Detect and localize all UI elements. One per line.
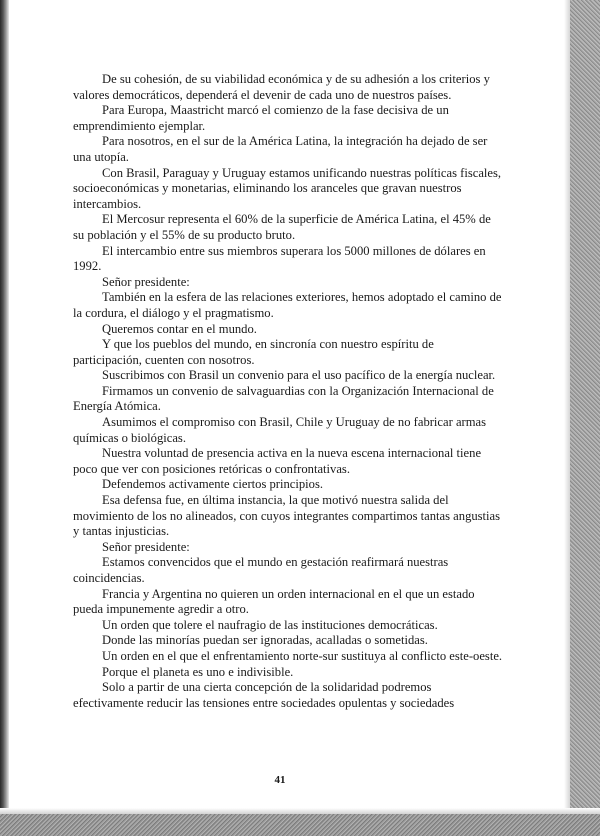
scan-left-edge [0,0,9,836]
paragraph: Suscribimos con Brasil un convenio para el uso pacífico de la energía nuclear. [102,368,496,383]
paragraph: Solo a partir de una cierta concepción de la solidaridad podremos efectivamente reducir las tensiones entre sociedades opulentas y sociedades [73,680,455,710]
paragraph: Asumimos el compromiso con Brasil, Chile y Uruguay de no fabricar armas químicas o biológicas. [73,415,487,445]
paragraph: El intercambio entre sus miembros superara los 5000 millones de dólares en 1992. [73,243,486,274]
paragraph: Porque el planeta es uno e indivisible. [102,664,294,679]
paragraph: Para Europa, Maastricht marcó el comienzo de la fase decisiva de un emprendimiento ejemplar. [73,103,449,133]
page-number: 41 [274,774,286,786]
paragraph: Francia y Argentina no quieren un orden internacional en el que un estado pueda impunemente agredir a otro. [73,586,475,617]
scan-bottom-edge [0,814,600,836]
body-text [73,72,503,711]
paragraph: Donde las minorías puedan ser ignoradas, acalladas o sometidas. [102,633,428,648]
paragraph: Nuestra voluntad de presencia activa en la nueva escena internacional tiene poco que ver con posiciones retóricas o confrontativas. [73,446,482,476]
paragraph: Queremos contar en el mundo. [102,321,257,336]
paragraph: También en la esfera de las relaciones exteriores, hemos adoptado el camino de la cordura, el diálogo y el pragmatismo. [73,290,502,320]
paragraph: Esa defensa fue, en última instancia, la que motivó nuestra salida del movimiento de los no alineados, con cuyos integrantes compartimos tantas angustias y tantas injusticias. [73,493,501,539]
paragraph: Para nosotros, en el sur de la América Latina, la integración ha dejado de ser una utopía. [73,134,488,164]
paragraph: Con Brasil, Paraguay y Uruguay estamos unificando nuestras políticas fiscales, socioeconómicas y monetarias, eliminando los aranceles que gravan nuestros intercambios. [73,165,502,211]
paragraph: Firmamos un convenio de salvaguardias con la Organización Internacional de Energía Atómica. [73,383,494,414]
paragraph: Y que los pueblos del mundo, en sincronía con nuestro espíritu de participación, cuenten con nosotros. [73,337,434,367]
paragraph: De su cohesión, de su viabilidad económica y de su adhesión a los criterios y valores democráticos, dependerá el devenir de cada uno de nuestros países. [73,72,490,102]
paragraph: Defendemos activamente ciertos principios. [102,477,324,492]
scan-right-edge [570,0,600,836]
paragraph: Señor presidente: [102,274,190,289]
paragraph: Señor presidente: [102,539,190,554]
paragraph: El Mercosur representa el 60% de la superficie de América Latina, el 45% de su población y el 55% de su producto bruto. [73,212,491,242]
paragraph: Un orden que tolere el naufragio de las instituciones democráticas. [102,617,438,632]
paragraph: Estamos convencidos que el mundo en gestación reafirmará nuestras coincidencias. [73,555,449,585]
paragraph: Un orden en el que el enfrentamiento norte-sur sustituya al conflicto este-oeste. [102,648,503,663]
